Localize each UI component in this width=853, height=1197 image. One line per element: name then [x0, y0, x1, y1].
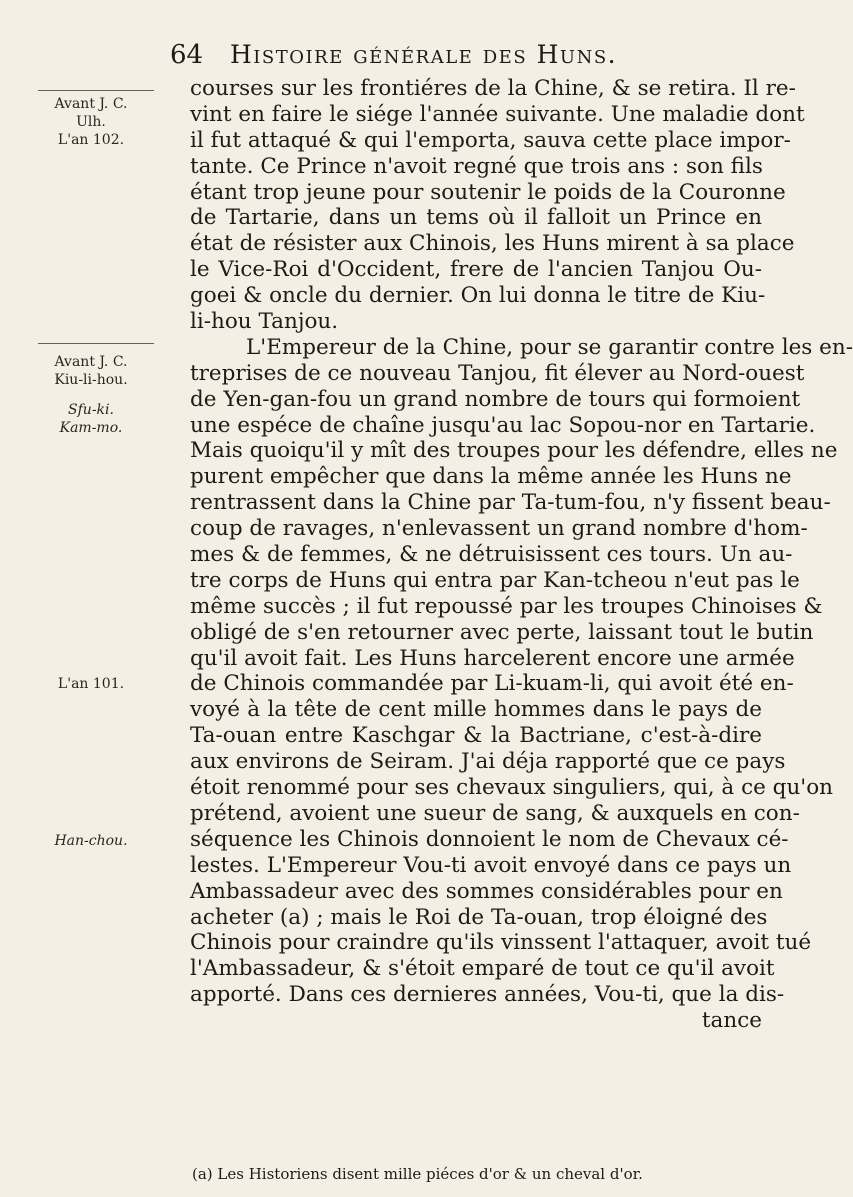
- margin-note-source: Kam-mo.: [59, 420, 123, 436]
- text-line: de Tartarie, dans un tems où il falloit un Prince en: [190, 205, 762, 231]
- text-line: purent empêcher que dans la même année les Huns ne: [190, 464, 792, 490]
- page-number: 64: [170, 40, 204, 70]
- margin-rule: [38, 90, 154, 91]
- margin-note-source: Sfu-ki.: [68, 402, 114, 418]
- text-line: apporté. Dans ces dernieres années, Vou-ti, que la dis-: [190, 982, 785, 1008]
- text-line: prétend, avoient une sueur de sang, & auxquels en con-: [190, 800, 800, 826]
- margin-note-year: L'an 101.: [57, 676, 125, 692]
- page-header: [0, 38, 800, 72]
- text-line: tante. Ce Prince n'avoit regné que trois ans : son fils: [190, 153, 763, 179]
- text-line: une espéce de chaîne jusqu'au lac Sopou-nor en Tartarie.: [190, 412, 816, 438]
- text-line: courses sur les frontiéres de la Chine, & se retira. Il re-: [190, 76, 796, 101]
- text-line: lestes. L'Empereur Vou-ti avoit envoyé dans ce pays un: [190, 852, 792, 878]
- text-line: treprises de ce nouveau Tanjou, fit élever au Nord-ouest: [190, 360, 805, 386]
- text-line: étoit renommé pour ses chevaux singuliers, qui, à ce qu'on: [190, 775, 833, 801]
- text-line: aux environs de Seiram. J'ai déja rapporté que ce pays: [190, 749, 786, 775]
- text-line: voyé à la tête de cent mille hommes dans le pays de: [190, 697, 762, 723]
- text-line: même succès ; il fut repoussé par les troupes Chinoises &: [190, 593, 823, 619]
- text-line: de Chinois commandée par Li-kuam-li, qui avoit été en-: [190, 671, 794, 697]
- text-line: li-hou Tanjou.: [190, 309, 339, 335]
- margin-note-ruler: Kiu-li-hou.: [54, 372, 128, 388]
- text-line: il fut attaqué & qui l'emporta, sauva cette place impor-: [190, 127, 791, 153]
- text-line: Chinois pour craindre qu'ils vinssent l'attaquer, avoit tué: [190, 930, 812, 956]
- text-line: L'Empereur de la Chine, pour se garantir contre les en-: [246, 334, 853, 360]
- text-line: rentrassent dans la Chine par Ta-tum-fou, n'y fissent beau-: [190, 490, 831, 516]
- text-line: tre corps de Huns qui entra par Kan-tcheou n'eut pas le: [190, 567, 800, 593]
- text-line: obligé de s'en retourner avec perte, laissant tout le butin: [190, 619, 814, 645]
- margin-note-era: Avant J. C.: [54, 354, 128, 370]
- text-line: vint en faire le siége l'année suivante. Une maladie dont: [190, 101, 805, 127]
- text-line: séquence les Chinois donnoient le nom de Chevaux cé-: [190, 826, 789, 852]
- margin-note-year: L'an 102.: [57, 132, 125, 148]
- main-text: [190, 76, 853, 1034]
- margin-rule: [38, 343, 154, 344]
- text-line: le Vice-Roi d'Occident, frere de l'ancien Tanjou Ou-: [190, 257, 762, 283]
- catchword: tance: [701, 1008, 762, 1034]
- footnote: (a) Les Historiens disent mille piéces d'or & un cheval d'or.: [192, 1165, 643, 1183]
- margin-note-era: Avant J. C.: [54, 96, 128, 112]
- text-line: Mais quoiqu'il y mît des troupes pour les défendre, elles ne: [190, 438, 838, 464]
- text-line: coup de ravages, n'enlevassent un grand nombre d'hom-: [190, 516, 808, 542]
- text-line: Ta-ouan entre Kaschgar & la Bactriane, c'est-à-dire: [190, 723, 762, 749]
- text-line: de Yen-gan-fou un grand nombre de tours qui formoient: [190, 386, 801, 412]
- paragraph-2: [190, 334, 853, 1034]
- text-line: acheter (a) ; mais le Roi de Ta-ouan, trop éloigné des: [190, 904, 768, 930]
- margin-note-ruler: Ulh.: [76, 114, 106, 130]
- text-line: étant trop jeune pour soutenir le poids de la Couronne: [190, 179, 786, 205]
- margin-note-source: Han-chou.: [54, 833, 128, 849]
- text-line: état de résister aux Chinois, les Huns mirent à sa place: [190, 231, 795, 257]
- running-title: Histoire générale des Huns.: [230, 40, 618, 69]
- text-line: Ambassadeur avec des sommes considérables pour en: [190, 878, 783, 904]
- text-line: l'Ambassadeur, & s'étoit emparé de tout ce qu'il avoit: [190, 956, 775, 982]
- text-line: qu'il avoit fait. Les Huns harcelerent encore une armée: [190, 645, 795, 671]
- text-line: mes & de femmes, & ne détruisissent ces tours. Un au-: [190, 542, 793, 568]
- paragraph-1: [190, 76, 805, 335]
- text-line: goei & oncle du dernier. On lui donna le titre de Kiu-: [190, 283, 766, 309]
